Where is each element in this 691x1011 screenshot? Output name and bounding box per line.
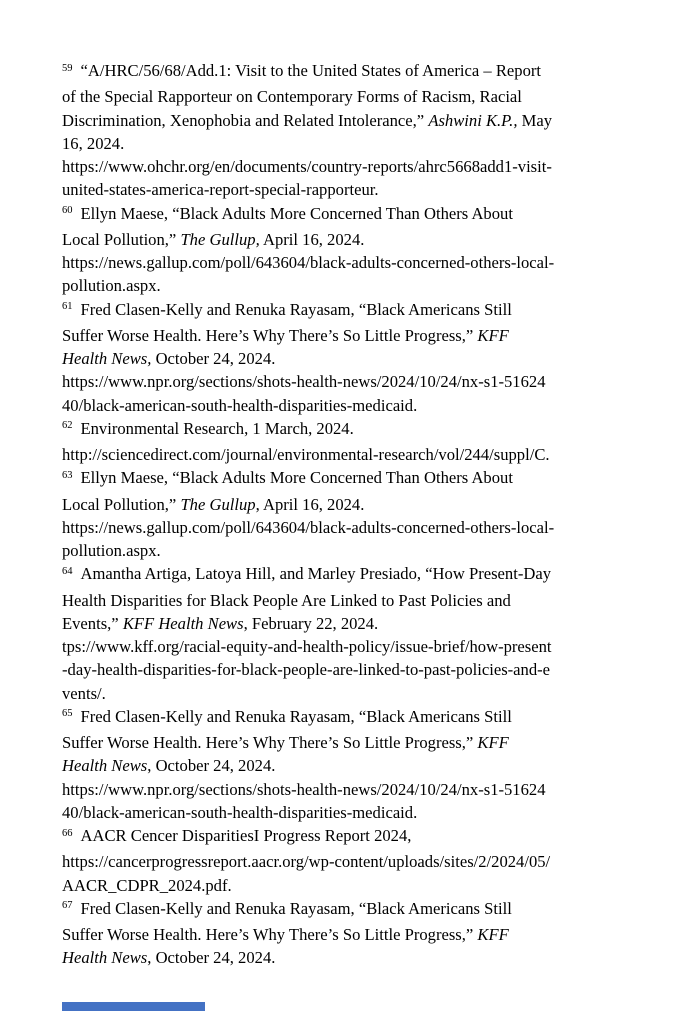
footnote-line: [62, 59, 672, 85]
footnote-line: [62, 897, 672, 923]
text-run: , October 24, 2024.: [147, 948, 276, 968]
footnote-number: 66: [62, 827, 73, 839]
text-run: -day-health-disparities-for-black-people-are-linked-to-past-policies-and-e: [62, 660, 551, 680]
footnote-line: [62, 132, 672, 155]
text-run: 16, 2024.: [62, 133, 125, 153]
text-run: 40/black-american-south-health-disparities-medicaid.: [62, 802, 418, 822]
footnote-number: 67: [62, 900, 73, 912]
footnote-line: [62, 298, 672, 324]
footnote-line: [62, 778, 672, 801]
footnote-line: [62, 731, 672, 754]
footnote-number: 60: [62, 205, 73, 216]
footnote-line: [62, 466, 672, 492]
footnote-line: [62, 109, 672, 132]
footnote-line: [62, 85, 672, 108]
text-run: vents/.: [62, 683, 106, 703]
footnote-line: [62, 824, 672, 850]
text-run: Ellyn Maese, “Black Adults More Concerned Than Others About: [80, 203, 513, 223]
footnote-number: 65: [62, 708, 73, 720]
footnote-line: [62, 539, 672, 562]
footnote-line: [62, 682, 672, 705]
text-run: May: [517, 110, 553, 130]
footnote-line: [62, 923, 672, 946]
text-run: , October 24, 2024.: [147, 756, 276, 776]
footnote-line: [62, 370, 672, 393]
text-run: April 16, 2024.: [259, 229, 365, 249]
text-run: KFF: [477, 325, 509, 345]
footnote-number: 61: [62, 301, 73, 312]
text-run: Ashwini K.P.,: [428, 110, 518, 130]
footnote-line: [62, 612, 672, 635]
footnote-line: [62, 251, 672, 274]
text-run: Fred Clasen-Kelly and Renuka Rayasam, “Black Americans Still: [80, 706, 512, 726]
footnote-number: 64: [62, 565, 73, 577]
text-run: Amantha Artiga, Latoya Hill, and Marley Presiado, “How Present-Day: [80, 564, 551, 584]
text-run: The Gullup: [180, 494, 256, 514]
text-run: pollution.aspx.: [62, 276, 161, 296]
text-run: tps://www.kff.org/racial-equity-and-health-policy/issue-brief/how-present: [62, 637, 552, 656]
text-run: https://www.npr.org/sections/shots-health-news/2024/10/24/nx-s1-51624: [62, 372, 546, 392]
footnote-line: [62, 493, 672, 516]
footnote-line: [62, 589, 672, 612]
text-run: Events,”: [62, 613, 123, 633]
footnote-line: [62, 658, 672, 681]
text-run: Fred Clasen-Kelly and Renuka Rayasam, “Black Americans Still: [80, 898, 512, 918]
footnote-line: [62, 754, 672, 777]
footnote-line: [62, 347, 672, 370]
text-run: Health News: [62, 948, 148, 968]
footnotes-section: [62, 59, 672, 970]
text-run: Suffer Worse Health. Here’s Why There’s So Little Progress,”: [62, 925, 478, 944]
text-run: Ellyn Maese, “Black Adults More Concerned Than Others About: [80, 468, 513, 488]
text-run: , February 22, 2024.: [243, 613, 379, 633]
text-run: Environmental Research, 1 March, 2024.: [80, 418, 354, 438]
text-run: “A/HRC/56/68/Add.1: Visit to the United States of America – Report: [80, 61, 542, 80]
footnote-line: [62, 178, 672, 201]
text-run: https://news.gallup.com/poll/643604/black-adults-concerned-others-local-: [62, 253, 555, 272]
text-run: AACR Cencer DisparitiesI Progress Report 2024,: [80, 826, 412, 845]
text-run: KFF: [477, 925, 509, 944]
text-run: AACR_CDPR_2024.pdf.: [62, 875, 232, 895]
text-run: Fred Clasen-Kelly and Renuka Rayasam, “Black Americans Still: [80, 299, 512, 319]
footnote-line: [62, 562, 672, 588]
text-run: Local Pollution,”: [62, 229, 181, 249]
text-run: united-states-america-report-special-rapporteur.: [62, 180, 379, 200]
footnote-line: [62, 324, 672, 347]
footnote-line: [62, 202, 672, 228]
bottom-accent-bar: [62, 1002, 205, 1011]
text-run: 40/black-american-south-health-disparities-medicaid.: [62, 395, 418, 415]
footnote-line: [62, 155, 672, 178]
footnote-number: 59: [62, 62, 73, 74]
text-run: KFF: [477, 733, 509, 752]
footnote-line: [62, 946, 672, 969]
footnote-number: 63: [62, 469, 73, 481]
text-run: Health News: [62, 756, 148, 776]
footnote-line: [62, 801, 672, 824]
text-run: Suffer Worse Health. Here’s Why There’s So Little Progress,”: [62, 733, 478, 752]
text-run: October 24, 2024.: [151, 349, 276, 368]
text-run: of the Special Rapporteur on Contemporary Forms of Racism, Racial: [62, 87, 522, 107]
footnote-line: [62, 516, 672, 539]
text-run: https://www.ohchr.org/en/documents/country-reports/ahrc5668add1-visit-: [62, 157, 552, 176]
footnote-line: [62, 874, 672, 897]
footnote-line: [62, 394, 672, 417]
text-run: Health News,: [62, 349, 152, 368]
footnote-line: [62, 228, 672, 251]
text-run: KFF Health News: [122, 613, 244, 633]
text-run: The Gullup,: [180, 229, 260, 249]
footnote-line: [62, 417, 672, 443]
footnote-line: [62, 850, 672, 873]
text-run: Health Disparities for Black People Are Linked to Past Policies and: [62, 590, 511, 610]
text-run: https://www.npr.org/sections/shots-health-news/2024/10/24/nx-s1-51624: [62, 779, 546, 799]
footnote-line: [62, 705, 672, 731]
text-run: https://news.gallup.com/poll/643604/black-adults-concerned-others-local-: [62, 517, 555, 537]
footnote-line: [62, 443, 672, 466]
text-run: Suffer Worse Health. Here’s Why There’s So Little Progress,”: [62, 325, 478, 345]
text-run: , April 16, 2024.: [255, 494, 365, 514]
footnote-line: [62, 274, 672, 297]
footnote-line: [62, 635, 672, 658]
footnote-number: 62: [62, 420, 73, 432]
text-run: http://sciencedirect.com/journal/environmental-research/vol/244/suppl/C.: [62, 445, 550, 464]
text-run: pollution.aspx.: [62, 541, 161, 560]
text-run: Local Pollution,”: [62, 494, 181, 514]
text-run: https://cancerprogressreport.aacr.org/wp-content/uploads/sites/2/2024/05/: [62, 852, 551, 872]
text-run: Discrimination, Xenophobia and Related Intolerance,”: [62, 110, 429, 130]
